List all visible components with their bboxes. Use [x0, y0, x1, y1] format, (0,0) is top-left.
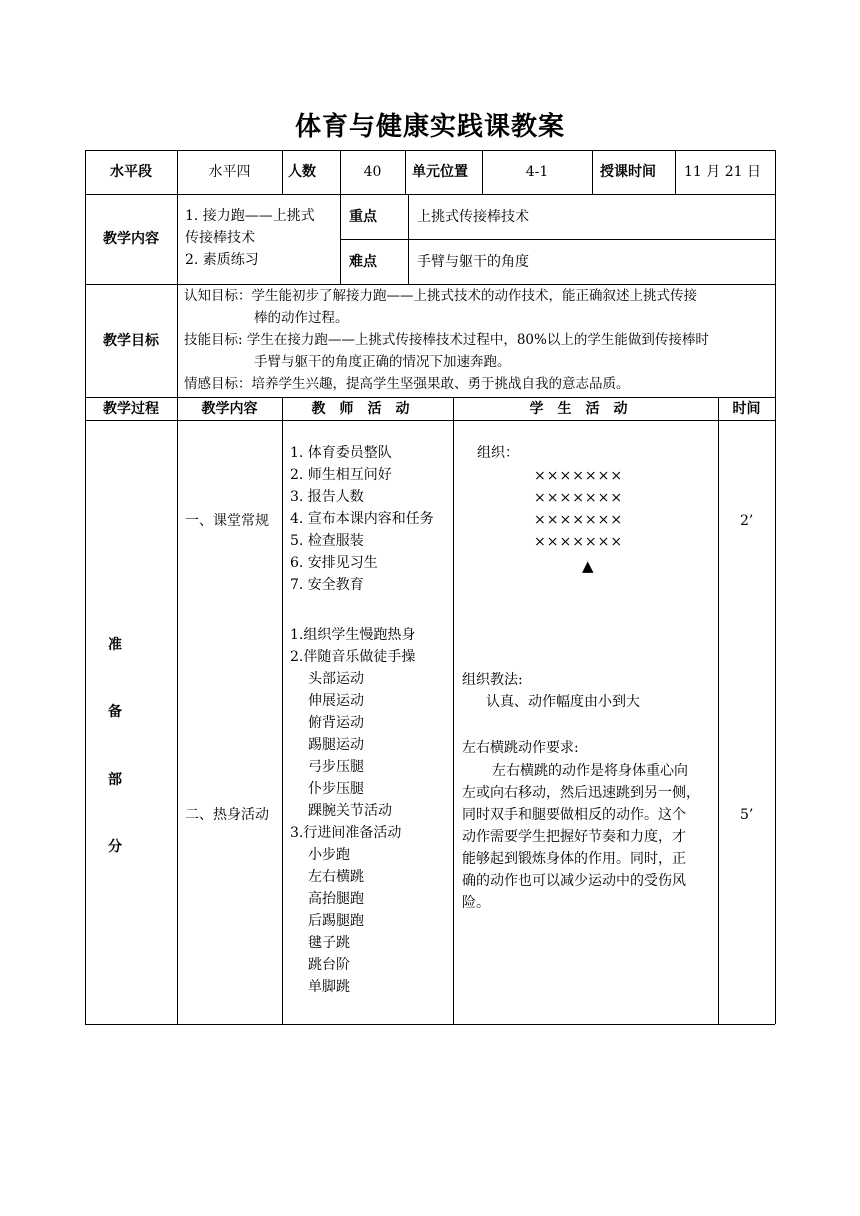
exercise-item: 伸展运动: [308, 693, 364, 709]
move-item: 单脚跳: [308, 979, 350, 995]
move-item: 后踢腿跑: [308, 913, 364, 929]
formation-row: ×××××××: [534, 512, 624, 528]
process-header-student: 学生活动: [529, 400, 642, 417]
teacher-step: 2. 师生相互问好: [290, 467, 392, 483]
goal-line: 手臂与躯干的角度正确的情况下加速奔跑。: [254, 354, 511, 370]
part1-org-label: 组织：: [477, 445, 519, 461]
requirement-line: 动作需要学生把握好节奏和力度，才: [462, 829, 686, 845]
exercise-item: 踢腿运动: [308, 737, 364, 753]
teacher-step: 7. 安全教育: [290, 577, 364, 593]
part2-teacher-list: [290, 624, 453, 998]
requirement-line: 确的动作也可以减少运动中的受伤风: [462, 873, 686, 889]
process-header-stage: 教学过程: [103, 400, 159, 417]
move-item: 毽子跳: [308, 935, 350, 951]
goal-line: 情感目标：培养学生兴趣，提高学生坚强果敢、勇于挑战自我的意志品质。: [184, 376, 630, 392]
difficulty-value: 手臂与躯干的角度: [417, 253, 529, 270]
process-header-content: 教学内容: [201, 400, 258, 417]
section-char: 部: [108, 772, 122, 788]
content-item: 1. 接力跑——上挑式: [185, 208, 315, 224]
teacher-step: 3.行进间准备活动: [290, 825, 402, 841]
process-header-time: 时间: [732, 400, 761, 417]
time-value: 11 月 21 日: [684, 164, 761, 180]
goals-label: 教学目标: [103, 332, 159, 349]
requirement-line: 同时双手和腿要做相反的动作。这个: [462, 807, 686, 823]
count-value: 40: [363, 164, 382, 180]
process-header-teacher: 教师活动: [311, 400, 424, 417]
teacher-step: 1.组织学生慢跑热身: [290, 627, 416, 643]
teacher-position-icon: ▲: [582, 557, 594, 575]
exercise-item: 仆步压腿: [308, 781, 364, 797]
part1-content: 一、课堂常规: [185, 513, 269, 529]
content-label: 教学内容: [103, 231, 159, 247]
requirement-line: 险。: [462, 895, 490, 911]
requirement-text: [462, 760, 716, 914]
requirement-line: 左或向右移动，然后迅速跳到另一侧，: [462, 785, 700, 801]
key-value: 上挑式传接棒技术: [417, 208, 529, 225]
content-item: 传接棒技术: [185, 230, 255, 246]
method-label: 组织教法:: [462, 672, 523, 688]
move-item: 左右横跳: [308, 869, 364, 885]
part1-time: 2’: [740, 513, 754, 529]
difficulty-label: 难点: [349, 253, 377, 270]
teacher-step: 6. 安排见习生: [290, 555, 378, 571]
goals-text: [184, 285, 774, 395]
goal-line: 棒的动作过程。: [254, 310, 349, 326]
move-item: 小步跑: [308, 847, 350, 863]
section-char: 分: [108, 839, 122, 855]
level-label: 水平段: [110, 164, 152, 180]
teacher-step: 4. 宣布本课内容和任务: [290, 511, 434, 527]
part1-teacher-list: [290, 442, 453, 596]
count-label: 人数: [288, 164, 316, 180]
goal-line: 技能目标: 学生在接力跑——上挑式传接棒技术过程中，80%以上的学生能做到传接棒时: [184, 332, 709, 348]
level-value: 水平四: [208, 164, 251, 180]
section-char: 准: [108, 637, 122, 653]
exercise-item: 踝腕关节活动: [308, 803, 392, 819]
part2-time: 5’: [740, 807, 754, 823]
requirement-line: 能够起到锻炼身体的作用。同时，正: [462, 851, 686, 867]
move-item: 高抬腿跑: [308, 891, 364, 907]
time-label: 授课时间: [600, 164, 656, 180]
section-char: 备: [108, 704, 122, 720]
teacher-step: 3. 报告人数: [290, 489, 364, 505]
exercise-item: 俯背运动: [308, 715, 364, 731]
formation-row: ×××××××: [534, 468, 624, 484]
method-text: 认真、动作幅度由小到大: [486, 694, 640, 710]
content-items: [185, 205, 340, 271]
teacher-step: 1. 体育委员整队: [290, 445, 392, 461]
formation-row: ×××××××: [534, 534, 624, 550]
formation-row: ×××××××: [534, 490, 624, 506]
exercise-item: 头部运动: [308, 671, 364, 687]
move-item: 跳台阶: [308, 957, 350, 973]
requirement-line: 左右横跳的动作是将身体重心向: [492, 763, 688, 779]
unit-value: 4-1: [525, 164, 549, 180]
requirement-label: 左右横跳动作要求:: [462, 740, 579, 756]
teacher-step: 2.伴随音乐做徒手操: [290, 649, 416, 665]
teacher-step: 5. 检查服装: [290, 533, 364, 549]
content-item: 2. 素质练习: [185, 252, 259, 268]
goal-line: 认知目标：学生能初步了解接力跑——上挑式技术的动作技术，能正确叙述上挑式传接: [184, 288, 697, 304]
exercise-item: 弓步压腿: [308, 759, 364, 775]
page-title: 体育与健康实践课教案: [294, 112, 565, 142]
formation: [534, 465, 623, 553]
unit-label: 单元位置: [412, 164, 468, 180]
part2-content: 二、热身活动: [185, 807, 269, 823]
key-label: 重点: [349, 208, 377, 225]
